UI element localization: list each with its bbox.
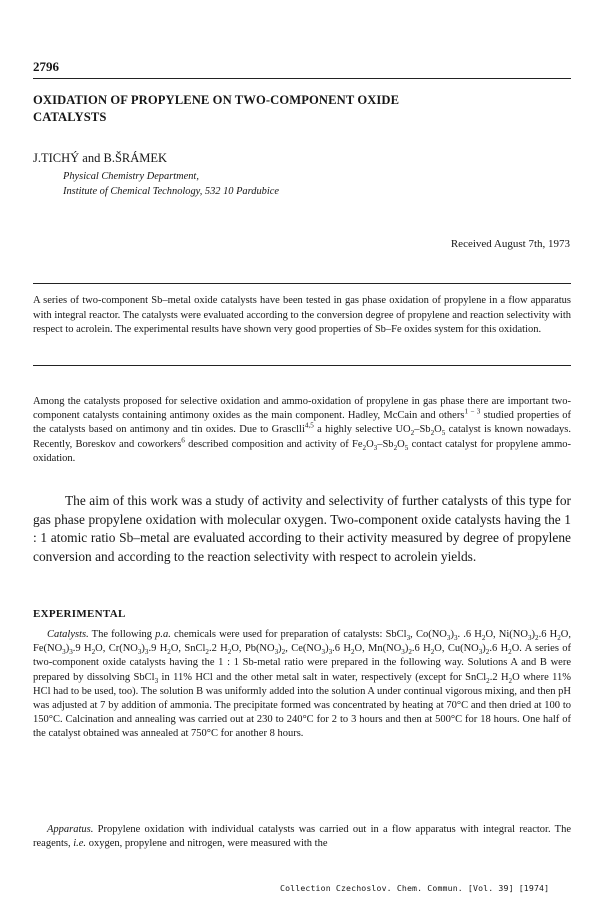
text-run: described composition and activity of Fe	[184, 438, 363, 450]
text-run: catalyst is known nowadays. Recently, Boreskov and coworkers	[33, 424, 572, 450]
text-run: A series of two-component oxide catalysts having the 1 : 1 Sb-metal ratio were prepared in the following way. Solutions A and B were prepared by dissolving SbCl	[33, 643, 571, 683]
text-run: Among the catalysts proposed for selective oxidation and ammo-oxidation of propylene in gas phase there are important two-component catalysts containing antimony oxides as the main component. Hadley, McCain and others	[33, 396, 571, 422]
text-run: studied properties of the catalysts based on antimony and tin oxides. Due to Grasclli	[33, 410, 571, 436]
article-title: OXIDATION OF PROPYLENE ON TWO-COMPONENT OXIDE CATALYSTS	[33, 93, 400, 124]
affiliation-department: Physical Chemistry Department,	[63, 171, 199, 182]
intro-paragraph-2: The aim of this work was a study of activity and selectivity of further catalysts of this type for gas phase propylene oxidation with molecular oxygen. Two-component oxide catalysts having the 1 : 1 atomic ratio Sb–metal are evaluated according to their activity measured by degree of propylene conversion and according to the reaction selectivity with respect to acrolein yields.	[33, 493, 571, 564]
text-run: a highly selective UO	[313, 424, 411, 436]
journal-footer: Collection Czechoslov. Chem. Commun. [Vol. 39] [1974]	[280, 883, 550, 893]
text-run: in 11% HCl and the other metal salt in water, respectively (except for SnCl	[158, 671, 487, 683]
text-run: contact catalyst for propylene ammo-oxidation.	[33, 438, 572, 464]
abstract: A series of two-component Sb–metal oxide catalysts have been tested in gas phase oxidation of propylene in a flow apparatus with integral reactor. The catalysts were evaluated according to the conversion degree of propylene and reaction selectivity with respect to acrolein. The experimental results have shown very good properties of Sb–Fe oxides system for this oxidation.	[33, 295, 571, 335]
received-date: Received August 7th, 1973	[450, 238, 570, 250]
citation-ref: 6	[181, 436, 185, 445]
section-heading-experimental: EXPERIMENTAL	[33, 608, 126, 620]
citation-ref: 1 − 3	[464, 407, 481, 416]
abstract-rule-top	[33, 283, 571, 284]
affiliation	[63, 169, 279, 199]
paragraph-label: Catalysts.	[47, 629, 89, 640]
text-run: where 11% HCl had to be used, too). The solution B was uniformly added into the solution A under continual vigorous mixing, and then pH was adjusted at 7 by addition of ammonia. The precipitate formed was concentrated by heating at 70°C and then dried at 100 to 150°C. Calcination and annealing was carried out at 230 to 240°C for 2 to 3 hours and then at 500°C for 18 hours. One half of the catalyst obtained was annealed at 750°C for another 8 hours.	[33, 671, 571, 740]
paragraph-label: Apparatus.	[47, 824, 94, 835]
header-rule	[33, 78, 571, 79]
abstract-rule-bottom	[33, 365, 571, 366]
affiliation-institute: Institute of Chemical Technology, 532 10 Pardubice	[63, 186, 279, 197]
text-run: chemicals were used for preparation of catalysts: SbCl	[170, 629, 407, 640]
text-run: p.a.	[155, 629, 171, 640]
text-run: The following	[88, 629, 156, 640]
text-run: oxygen, propylene and nitrogen, were measured with the	[86, 838, 328, 850]
intro-paragraph-1: Among the catalysts proposed for selective oxidation and ammo-oxidation of propylene in gas phase there are important two-component catalysts containing antimony oxides as the main component. Hadley, McCain and others$^{1 - 3}$ studied properties of the catalysts based on antimony and tin oxides. Due to Grasclli$^{4,5}$ a highly selective $UO_2-Sb_2O_5$ catalyst is known nowadays. Recently, Boreskov and coworkers$^6$ described composition and activity of $Fe_2O_3-Sb_2O_5$ contact catalyst for propylene ammo-oxidation.	[33, 396, 572, 464]
text-run: Propylene oxidation with individual catalysts was carried out in a flow apparatus with integral reactor. The reagents,	[33, 824, 571, 850]
apparatus-paragraph	[33, 823, 571, 851]
catalysts-paragraph: Catalysts. The following p.a. chemicals were used for preparation of catalysts: SbCl$_3$, $Co(NO_3)_3$. .6 $H_2O$, $Ni(NO_3)_2.6$ $H_2O$, $Fe(NO_3)_3.9$ $H_2O$, $Cr(NO_3)_3.9$ $H_2O$, SnCl$_2$.2 $H_2O$, $Pb(NO_3)_2$, $Ce(NO_3)_3.6$ $H_2O$, $Mn(NO_3)_2.6$ $H_2O$, $Cu(NO_3)_2.6$ $H_2O$. A series of two-component oxide catalysts having the 1 : 1 Sb-metal ratio were prepared in the following way. Solutions A and B were prepared by dissolving SbCl$_3$ in 11% HCl and the other metal salt in water, respectively (except for SnCl$_2$.2 $H_2O$ where 11% HCl had to be used, too). The solution B was uniformly added into the solution A under continual vigorous mixing, and then pH was adjusted at 7 by addition of ammonia. The precipitate formed was concentrated by heating at 70°C and then dried at 100 to 150°C. Calcination and annealing was carried out at 230 to 240°C for 2 to 3 hours and then at 500°C for 18 hours. One half of the catalyst obtained was annealed at 750°C for another 8 hours.	[33, 629, 571, 740]
citation-ref: 4,5	[304, 421, 314, 430]
page-number: 2796	[33, 59, 59, 74]
text-run: i.e.	[73, 838, 87, 850]
authors: J.TICHÝ and B.ŠRÁMEK	[33, 151, 168, 165]
